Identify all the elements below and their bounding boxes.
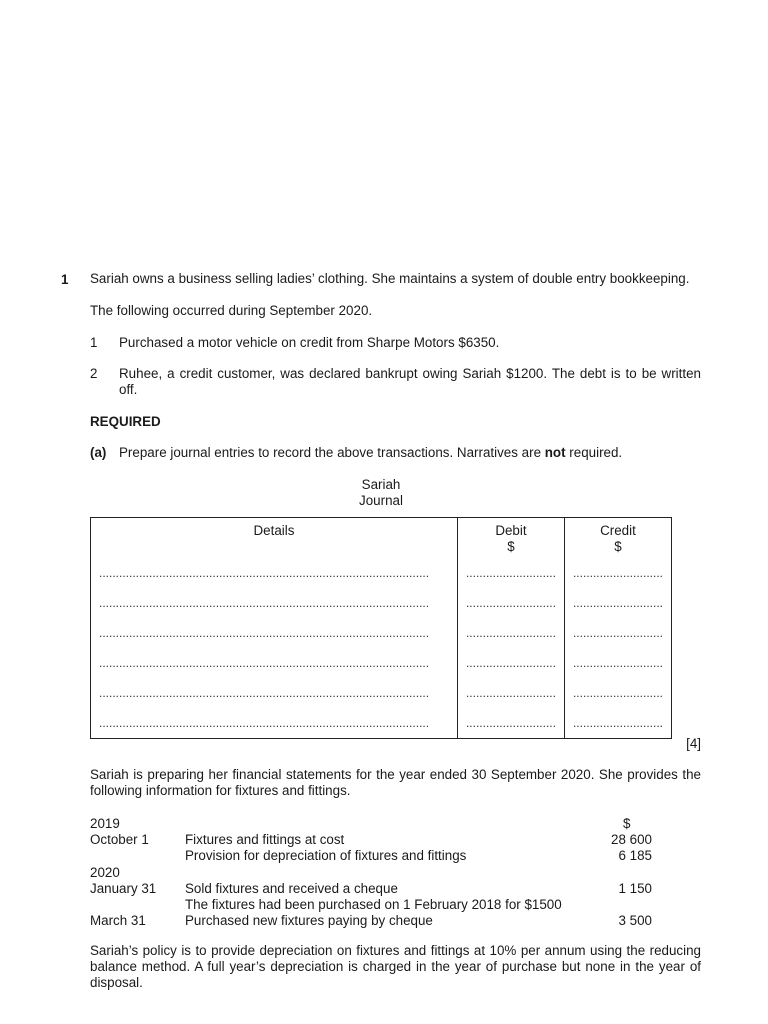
debit-answer-line: ........................... (465, 685, 556, 700)
debit-answer-line: ........................... (465, 595, 556, 610)
required-heading: REQUIRED (90, 414, 161, 429)
credit-answer-line: ........................... (572, 595, 663, 610)
journal-header-credit (564, 518, 671, 558)
question-number: 1 (61, 272, 69, 287)
item-text: Purchased a motor vehicle on credit from Sharpe Motors $6350. (119, 335, 500, 350)
info-description: The fixtures had been purchased on 1 February 2018 for $1500 (185, 897, 562, 912)
info-row (90, 865, 652, 881)
journal-table (90, 517, 672, 739)
info-row (90, 832, 652, 848)
credit-header: Credit (600, 523, 636, 538)
details-header: Details (253, 523, 295, 538)
item-number: 2 (90, 366, 98, 381)
info-date: January 31 (90, 881, 157, 896)
credit-answer-line: ........................... (572, 655, 663, 670)
question-intro: Sariah owns a business selling ladies’ clothing. She maintains a system of double entry bookkeeping. (90, 271, 690, 286)
credit-cell[interactable] (564, 678, 671, 708)
credit-cell[interactable] (564, 558, 671, 588)
details-answer-line: ................................................................................................... (99, 565, 430, 580)
details-cell[interactable] (91, 588, 458, 618)
journal-header-debit (457, 518, 564, 558)
part-a-instruction (119, 445, 701, 461)
info-row (90, 913, 652, 929)
info-amount: 6 185 (618, 848, 652, 863)
credit-answer-line: ........................... (572, 685, 663, 700)
debit-cell[interactable] (457, 618, 564, 648)
journal-subtitle: Journal (359, 493, 403, 508)
details-cell[interactable] (91, 648, 458, 678)
details-cell[interactable] (91, 558, 458, 588)
info-intro: Sariah is preparing her financial statements for the year ended 30 September 2020. She provides the following information for fixtures and fittings. (90, 767, 701, 798)
info-description: Sold fixtures and received a cheque (185, 881, 398, 896)
debit-unit: $ (507, 539, 515, 554)
part-label: (a) (90, 445, 107, 460)
part-a-text: Prepare journal entries to record the above transactions. Narratives are (119, 445, 545, 460)
debit-answer-line: ........................... (465, 625, 556, 640)
question-intro-date: The following occurred during September 2020. (90, 303, 373, 318)
info-amount: 1 150 (618, 881, 652, 896)
debit-cell[interactable] (457, 708, 564, 739)
info-date: 2019 (90, 816, 120, 831)
debit-cell[interactable] (457, 648, 564, 678)
marks-allocation: [4] (686, 736, 701, 751)
info-row (90, 881, 652, 897)
details-answer-line: ................................................................................................... (99, 595, 430, 610)
debit-answer-line: ........................... (465, 715, 556, 730)
credit-answer-line: ........................... (572, 715, 663, 730)
journal-entry-row (91, 708, 672, 739)
debit-answer-line: ........................... (465, 655, 556, 670)
item-text: Ruhee, a credit customer, was declared bankrupt owing Sariah $1200. The debt is to be written off. (119, 366, 701, 397)
info-date: 2020 (90, 865, 120, 880)
info-amount: 3 500 (618, 913, 652, 928)
credit-cell[interactable] (564, 588, 671, 618)
debit-header: Debit (495, 523, 527, 538)
details-answer-line: ................................................................................................... (99, 625, 430, 640)
info-row (90, 816, 652, 832)
details-cell[interactable] (91, 708, 458, 739)
credit-answer-line: ........................... (572, 565, 663, 580)
journal-entry-row (91, 678, 672, 708)
info-description: Provision for depreciation of fixtures and fittings (185, 848, 467, 863)
debit-cell[interactable] (457, 588, 564, 618)
details-cell[interactable] (91, 618, 458, 648)
journal-header-details (91, 518, 458, 558)
details-cell[interactable] (91, 678, 458, 708)
journal-entry-row (91, 558, 672, 588)
info-description: Fixtures and fittings at cost (185, 832, 345, 847)
debit-cell[interactable] (457, 678, 564, 708)
info-date: October 1 (90, 832, 149, 847)
info-row (90, 848, 652, 864)
currency-header: $ (623, 816, 631, 831)
debit-answer-line: ........................... (465, 565, 556, 580)
details-answer-line: ................................................................................................... (99, 685, 430, 700)
part-a-emphasis: not (544, 445, 566, 460)
info-row (90, 897, 652, 913)
credit-cell[interactable] (564, 618, 671, 648)
item-number: 1 (90, 335, 98, 350)
credit-cell[interactable] (564, 648, 671, 678)
credit-answer-line: ........................... (572, 625, 663, 640)
credit-unit: $ (614, 539, 622, 554)
journal-entry-row (91, 648, 672, 678)
journal-entry-row (91, 618, 672, 648)
info-description: Purchased new fixtures paying by cheque (185, 913, 433, 928)
debit-cell[interactable] (457, 558, 564, 588)
details-answer-line: ................................................................................................... (99, 715, 430, 730)
depreciation-policy: Sariah’s policy is to provide depreciation on fixtures and fittings at 10% per annum using the reducing balance method. A full year’s depreciation is charged in the year of purchase but none in the year of disposal. (90, 943, 701, 990)
details-answer-line: ................................................................................................... (99, 655, 430, 670)
credit-cell[interactable] (564, 708, 671, 739)
info-date: March 31 (90, 913, 146, 928)
journal-header-row (91, 518, 672, 558)
journal-title: Sariah (361, 477, 401, 492)
info-amount: 28 600 (611, 832, 652, 847)
part-a-text-end: required. (565, 445, 623, 460)
journal-entry-row (91, 588, 672, 618)
